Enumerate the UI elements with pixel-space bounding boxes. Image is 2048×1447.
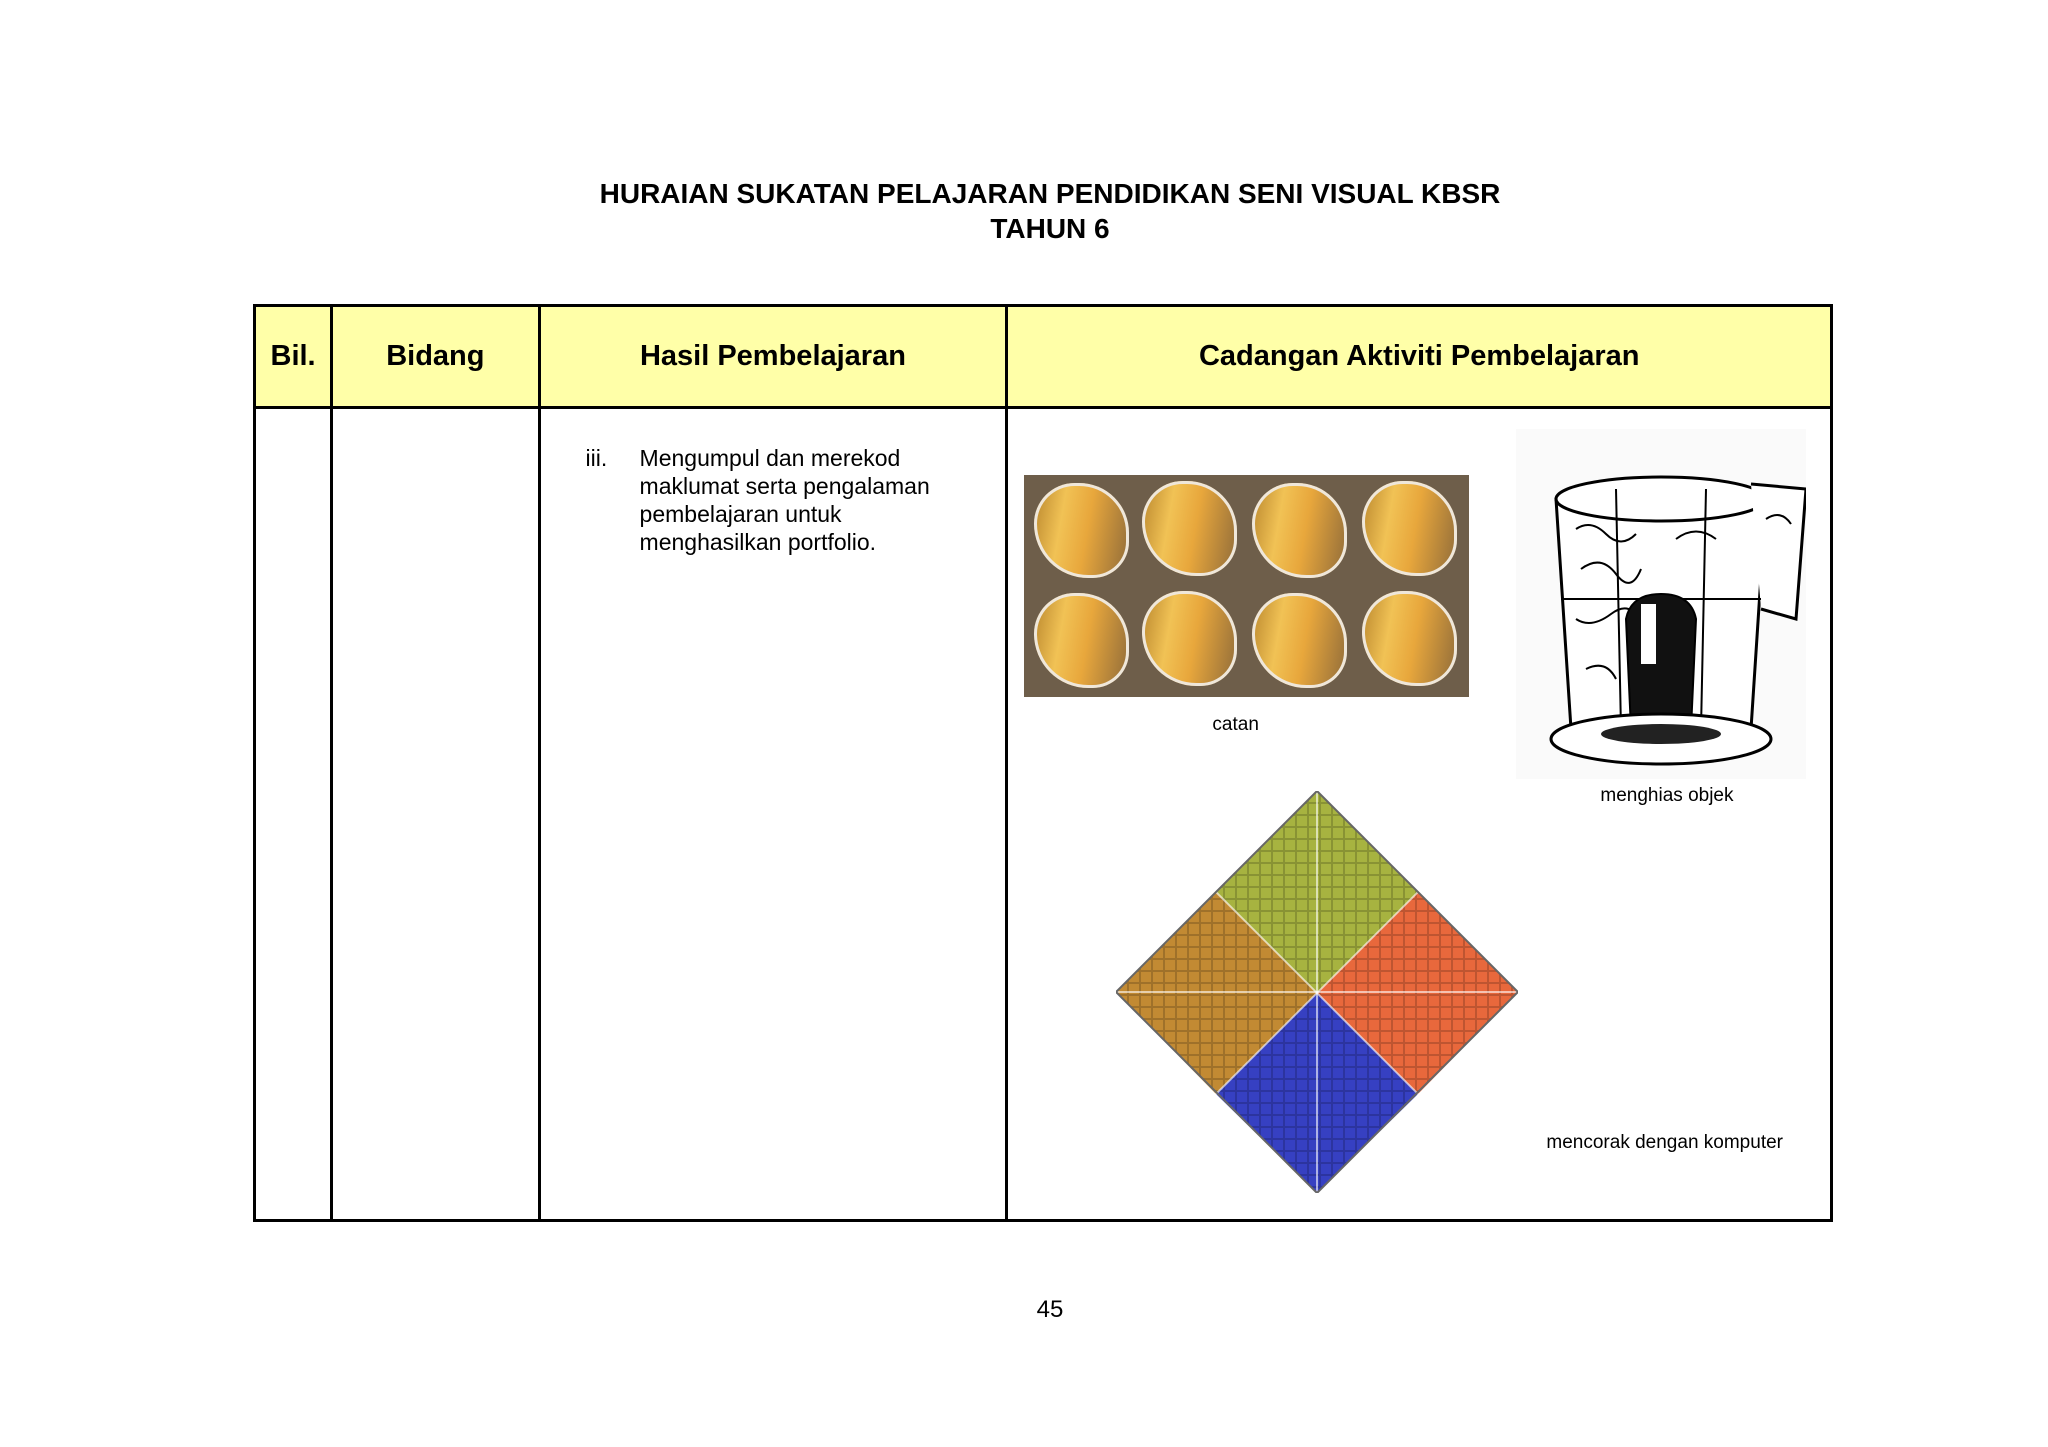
- caption-mencorak-dengan-komputer: mencorak dengan komputer: [1546, 1132, 1783, 1153]
- cell-cadangan-aktiviti: [1007, 408, 1832, 1221]
- header-bidang: Bidang: [332, 306, 539, 408]
- caption-menghias-objek: menghias objek: [1600, 785, 1734, 806]
- caption-catan: catan: [1212, 714, 1259, 735]
- banana-painting-image: [1024, 475, 1469, 697]
- header-bil: Bil.: [255, 306, 332, 408]
- page-number: 45: [1036, 1296, 1064, 1323]
- cell-bil: [255, 408, 332, 1221]
- title-line-1: HURAIAN SUKATAN PELAJARAN PENDIDIKAN SENI VISUAL KBSR: [599, 178, 1501, 209]
- header-hasil-pembelajaran: Hasil Pembelajaran: [539, 306, 1007, 408]
- document-title: [0, 176, 2048, 246]
- decorated-lamp-image: [1516, 429, 1806, 779]
- cell-bidang: [332, 408, 539, 1221]
- table-row: [255, 408, 1832, 1221]
- table-header-row: [255, 306, 1832, 408]
- outcome-number: iii.: [585, 445, 608, 471]
- cell-hasil-pembelajaran: [539, 408, 1007, 1221]
- header-cadangan-aktiviti: Cadangan Aktiviti Pembelajaran: [1007, 306, 1832, 408]
- computer-pattern-image: [1116, 791, 1518, 1193]
- title-line-2: TAHUN 6: [990, 213, 1110, 244]
- syllabus-table: [253, 304, 1833, 1222]
- outcome-text: Mengumpul dan merekod maklumat serta pengalaman pembelajaran untuk menghasilkan portfolio.: [639, 445, 930, 555]
- learning-outcome: [586, 444, 1006, 556]
